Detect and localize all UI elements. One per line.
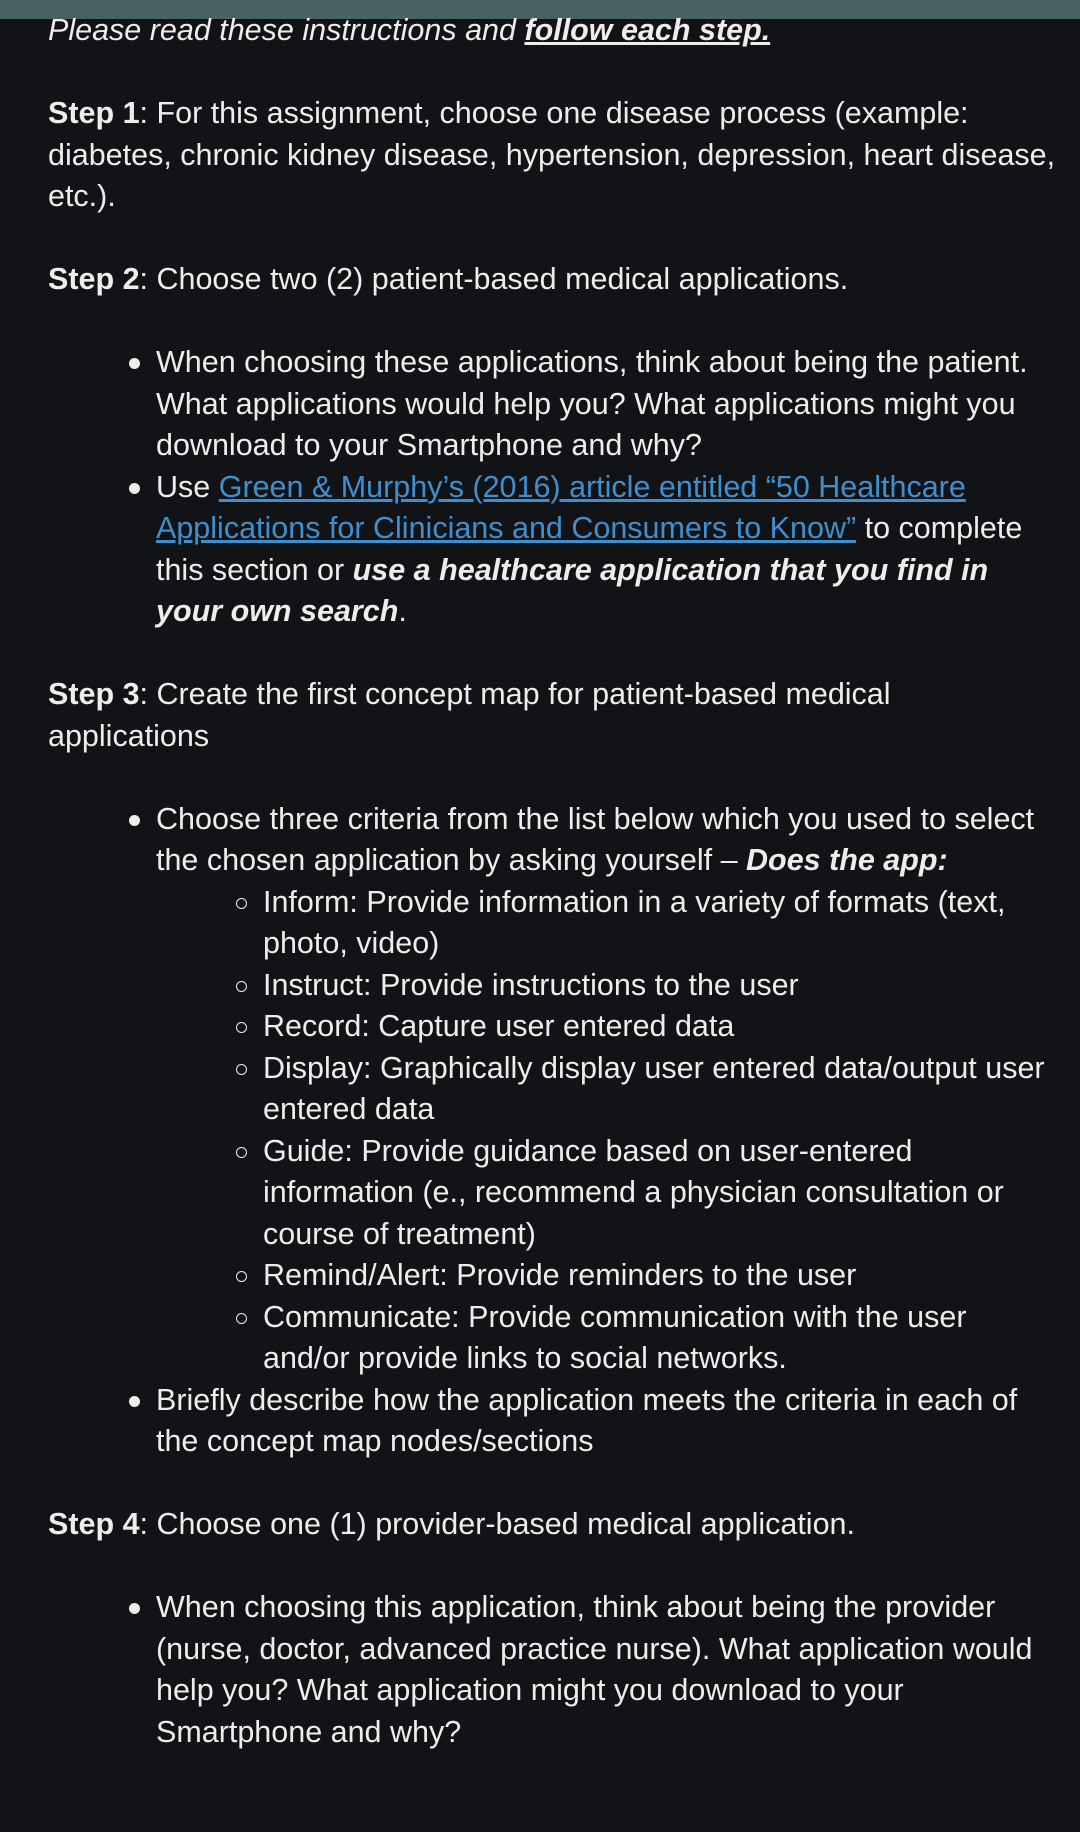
step-1: [48, 93, 1058, 218]
criteria-item-instruct: Instruct: Provide instructions to the user: [263, 965, 1058, 1007]
step-1-label: Step 1: [48, 96, 140, 130]
intro-text: Please read these instructions and: [48, 13, 525, 47]
bullet-end: .: [398, 594, 407, 628]
step-4: [48, 1504, 1058, 1546]
step-3-list: [48, 799, 1058, 1463]
step-2-label: Step 2: [48, 262, 140, 296]
step-4-bullet-1: When choosing this application, think about being the provider (nurse, doctor, advanced practice nurse). What application would help you? What application might you download to your Smartphone and why?: [156, 1587, 1058, 1753]
bullet-middle: to complete this section or: [156, 511, 1023, 587]
step-4-list: [48, 1587, 1058, 1753]
criteria-item-communicate: Communicate: Provide communication with the user and/or provide links to social networks.: [263, 1297, 1058, 1380]
article-link[interactable]: Green & Murphy’s (2016) article entitled “50 Healthcare Applications for Clinicians and Consumers to Know”: [156, 469, 966, 545]
intro-emphasis: follow each step.: [524, 13, 771, 47]
criteria-item-record: Record: Capture user entered data: [263, 1006, 1058, 1048]
criteria-item-display: Display: Graphically display user entered data/output user entered data: [263, 1048, 1058, 1131]
step-2-list: [48, 342, 1058, 633]
step-2-bullet-1: When choosing these applications, think about being the patient. What applications would help you? What applications might you download to your Smartphone and why?: [156, 342, 1058, 467]
step-3-label: Step 3: [48, 677, 140, 711]
step-3-text: : Create the first concept map for patient-based medical applications: [48, 677, 891, 753]
intro-line: [48, 10, 1058, 52]
criteria-item-guide: Guide: Provide guidance based on user-entered information (e., recommend a physician consultation or course of treatment): [263, 1131, 1058, 1256]
step-3-bullet-1: [156, 799, 1058, 1380]
bullet-emphasis: Does the app:: [746, 843, 948, 877]
step-2: [48, 259, 1058, 301]
step-2-text: : Choose two (2) patient-based medical applications.: [139, 262, 849, 296]
bullet-prefix: Use: [156, 469, 219, 504]
bullet-text: Choose three criteria from the list below which you used to select the chosen application by asking yourself –: [156, 801, 1035, 877]
criteria-list: [48, 882, 1058, 1380]
step-3: [48, 674, 1058, 757]
bullet-emphasis: use a healthcare application that you find in your own search: [156, 552, 989, 628]
instructions-document: [48, 10, 1058, 1753]
step-2-bullet-2: [156, 467, 1058, 633]
step-4-text: : Choose one (1) provider-based medical application.: [139, 1507, 855, 1541]
step-1-text: : For this assignment, choose one disease process (example: diabetes, chronic kidney disease, hypertension, depression, heart disease, etc.).: [48, 96, 1056, 213]
step-4-label: Step 4: [48, 1507, 140, 1541]
step-3-bullet-2: Briefly describe how the application meets the criteria in each of the concept map nodes/sections: [156, 1380, 1058, 1463]
criteria-item-inform: Inform: Provide information in a variety of formats (text, photo, video): [263, 882, 1058, 965]
criteria-item-remind: Remind/Alert: Provide reminders to the user: [263, 1255, 1058, 1297]
